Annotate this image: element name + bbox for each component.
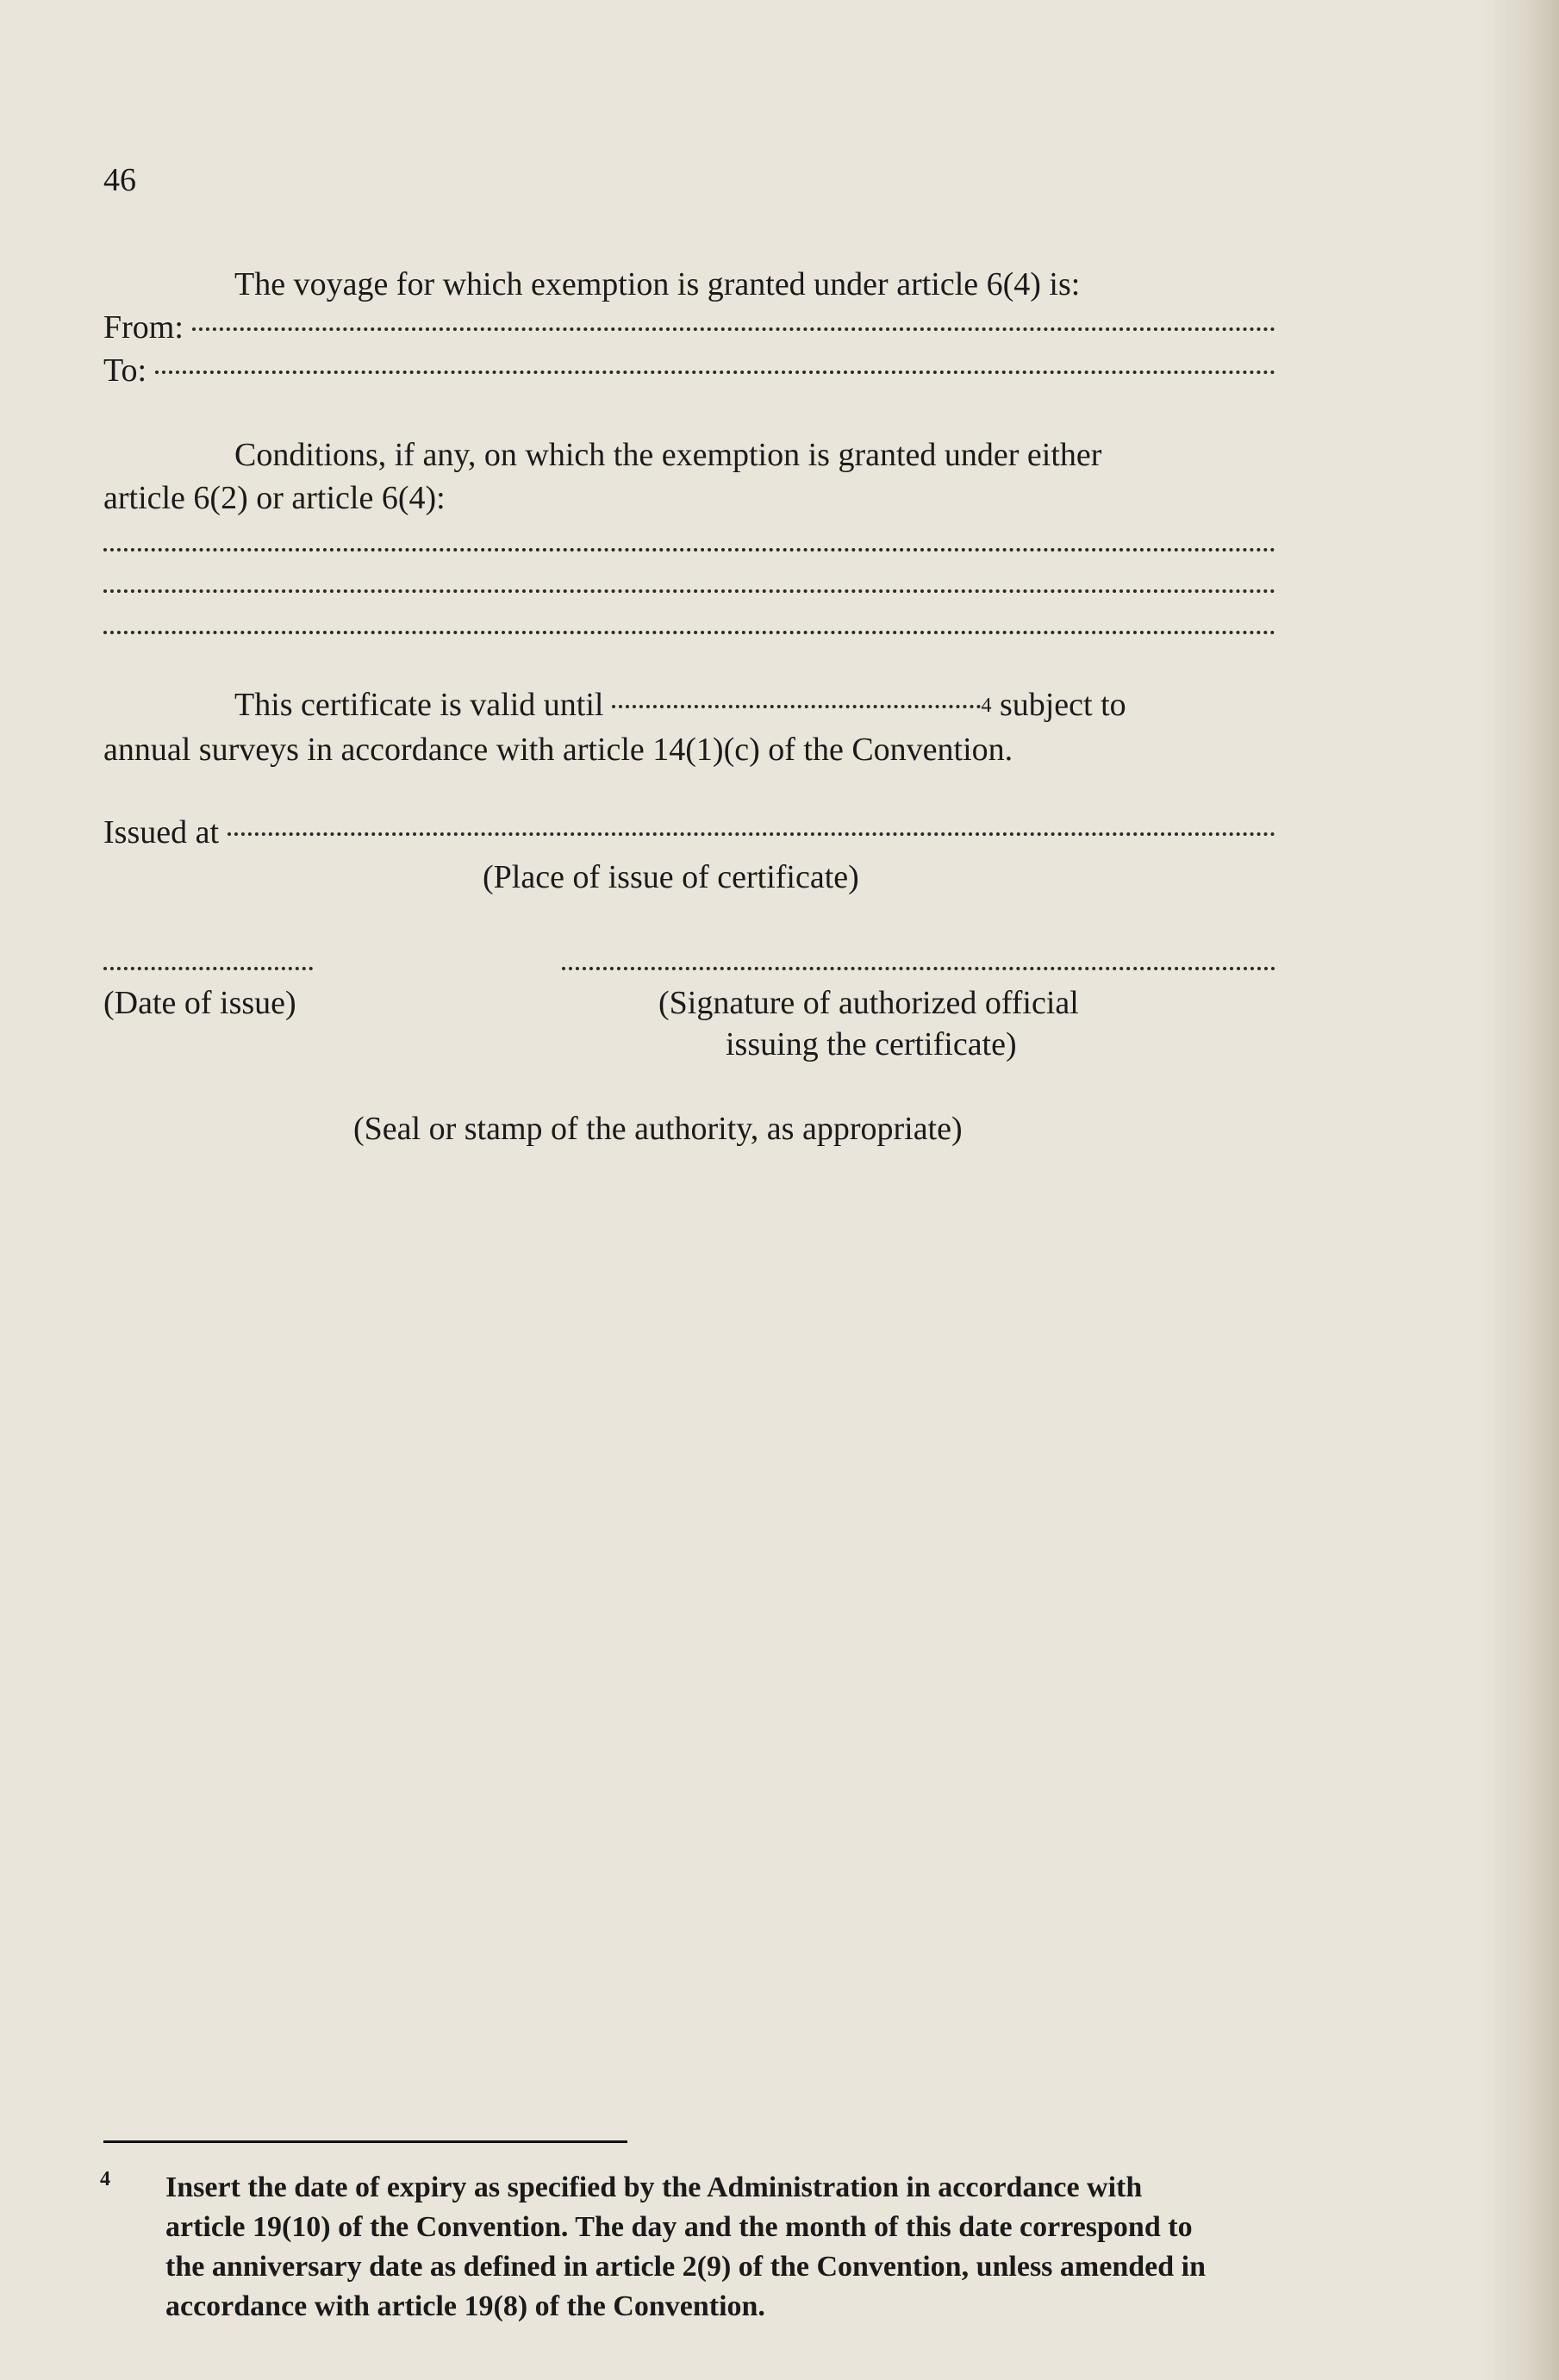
date-of-issue-caption: (Date of issue) xyxy=(103,985,296,1021)
from-dotted-line xyxy=(192,327,1275,331)
seal-caption: (Seal or stamp of the authority, as appropriate) xyxy=(353,1111,963,1147)
to-dotted-line xyxy=(155,371,1275,374)
validity-line-2: annual surveys in accordance with article 14(1)(c) of the Convention. xyxy=(103,732,1013,768)
issued-at-dotted-line xyxy=(228,832,1275,836)
conditions-dotted-line-1 xyxy=(103,548,1275,551)
to-label: To: xyxy=(103,352,147,389)
page-number: 46 xyxy=(103,162,136,198)
footnote-marker: 4 xyxy=(100,2168,110,2190)
conditions-dotted-line-2 xyxy=(103,589,1275,593)
place-of-issue-caption: (Place of issue of certificate) xyxy=(483,859,859,895)
signature-caption-line-1: (Signature of authorized official xyxy=(658,985,1079,1021)
date-dotted-line xyxy=(103,967,313,970)
footnote-line-4: accordance with article 19(8) of the Convention. xyxy=(165,2290,765,2322)
conditions-dotted-line-3 xyxy=(103,631,1275,634)
to-field xyxy=(103,352,1275,389)
validity-line-1 xyxy=(234,686,1275,724)
issued-at-field xyxy=(103,813,1275,851)
validity-date-dotted-line xyxy=(612,705,981,708)
conditions-line-1: Conditions, if any, on which the exemption is granted under either xyxy=(234,437,1102,473)
voyage-intro: The voyage for which exemption is granted under article 6(4) is: xyxy=(234,266,1081,302)
from-label: From: xyxy=(103,309,184,346)
conditions-line-2: article 6(2) or article 6(4): xyxy=(103,480,446,516)
signature-dotted-line xyxy=(562,967,1275,970)
issued-at-label: Issued at xyxy=(103,814,220,850)
footnote-separator xyxy=(103,2140,627,2143)
from-field xyxy=(103,308,1275,346)
signature-caption-line-2: issuing the certificate) xyxy=(726,1026,1017,1062)
footnote-line-1: Insert the date of expiry as specified by the Administration in accordance with xyxy=(165,2171,1143,2203)
page-shadow xyxy=(1481,0,1559,2380)
validity-suffix: subject to xyxy=(991,687,1126,723)
footnote-line-2: article 19(10) of the Convention. The day and the month of this date correspond to xyxy=(165,2211,1193,2243)
footnote-reference: 4 xyxy=(981,695,992,717)
validity-prefix: This certificate is valid until xyxy=(234,687,604,723)
footnote-line-3: the anniversary date as defined in article 2(9) of the Convention, unless amended in xyxy=(165,2251,1206,2283)
